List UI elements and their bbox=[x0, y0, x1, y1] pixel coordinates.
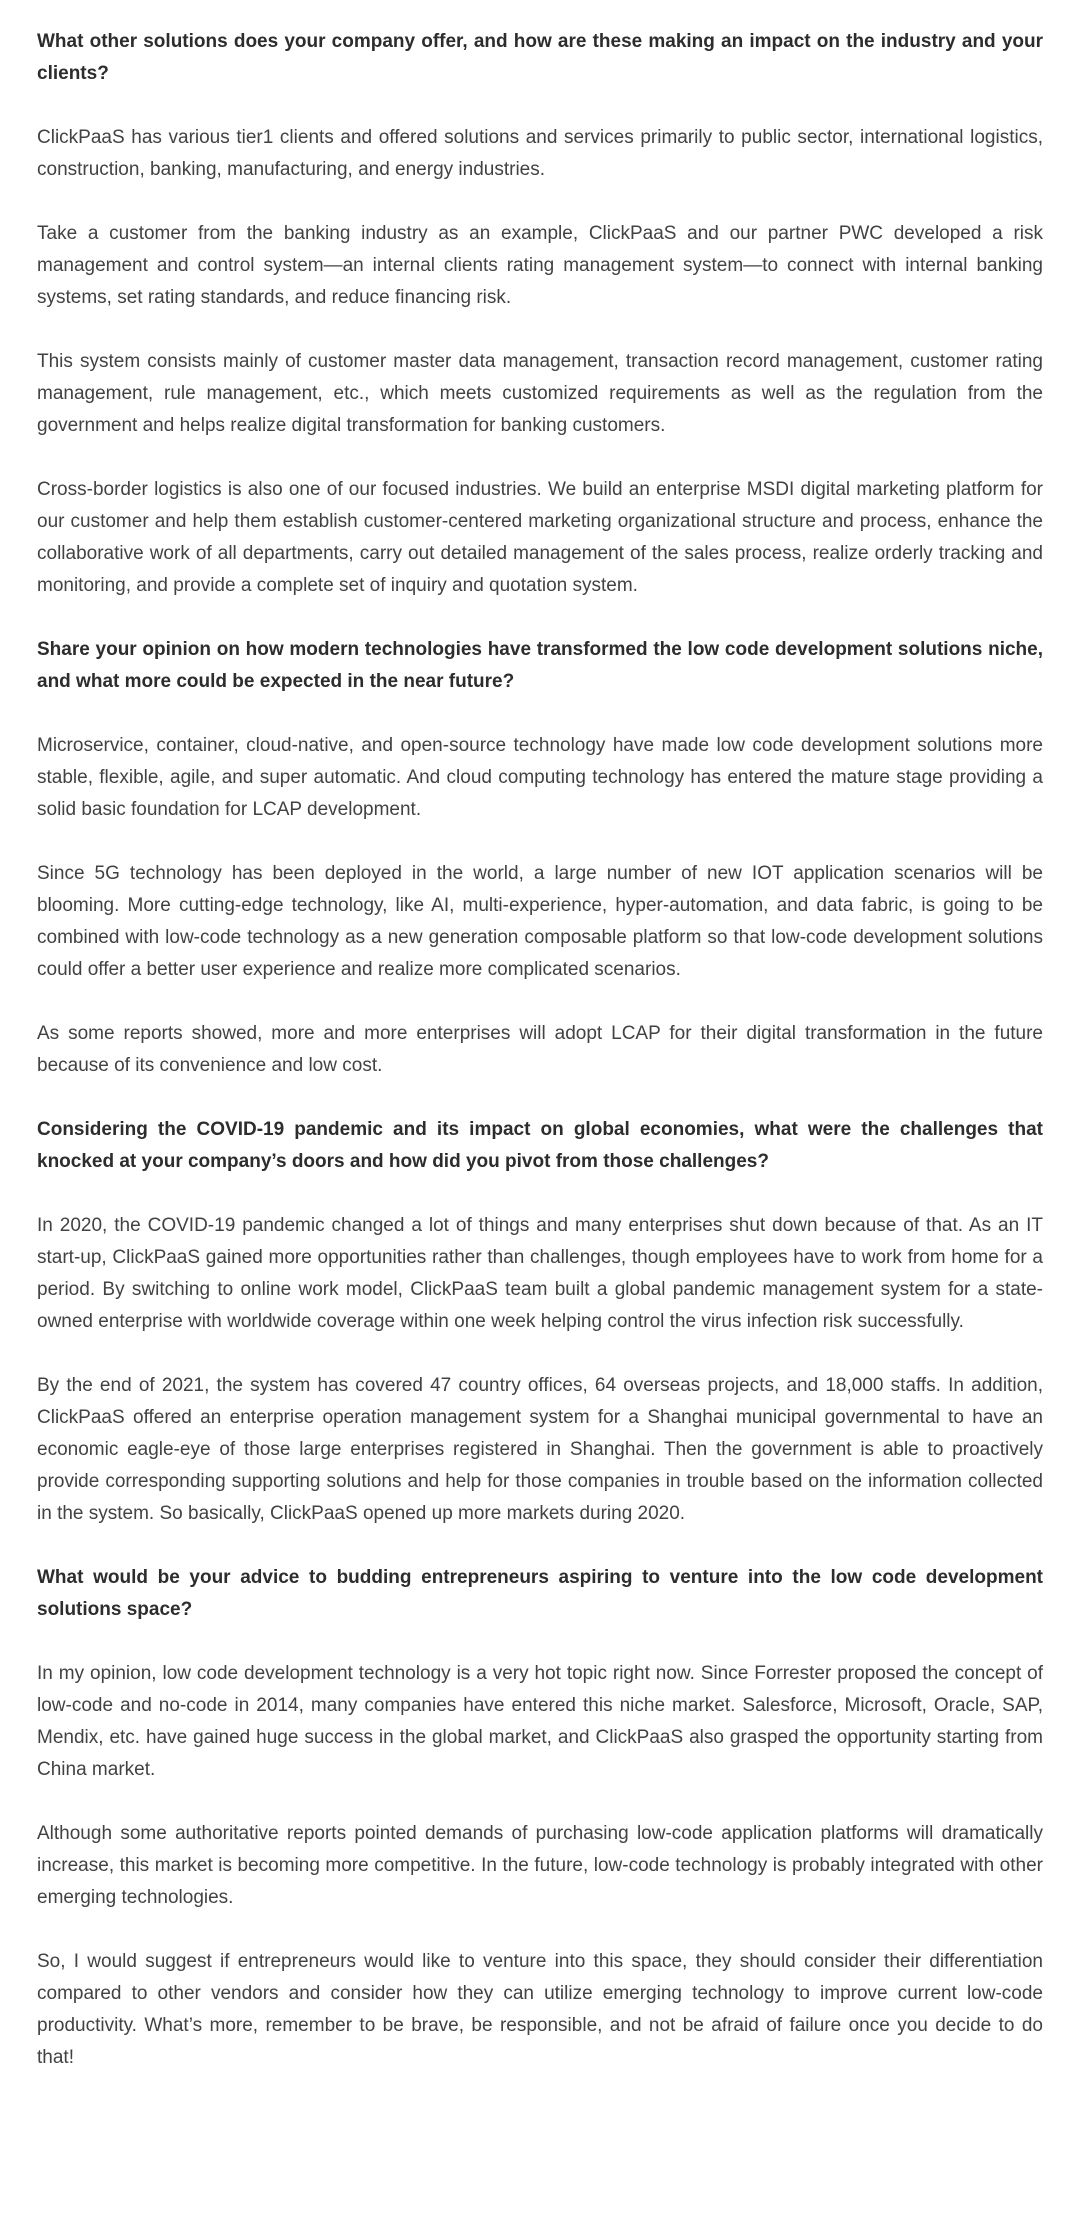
answer-paragraph: So, I would suggest if entrepreneurs would like to venture into this space, they should consider their differentiation compared to other vendors and consider how they can utilize emerging technology to improve current low-code productivity. What’s more, remember to be brave, be responsible, and not be afraid of failure once you decide to do that! bbox=[37, 1951, 1043, 2068]
question-heading: Considering the COVID-19 pandemic and its impact on global economies, what were the challenges that knocked at your company’s doors and how did you pivot from those challenges? bbox=[37, 1119, 1043, 1172]
answer-paragraph: Cross-border logistics is also one of our focused industries. We build an enterprise MSDI digital marketing platform for our customer and help them establish customer-centered marketing organizational structure and process, enhance the collaborative work of all departments, carry out detailed management of the sales process, realize orderly tracking and monitoring, and provide a complete set of inquiry and quotation system. bbox=[37, 479, 1043, 596]
answer-paragraph: By the end of 2021, the system has covered 47 country offices, 64 overseas projects, and 18,000 staffs. In addition, ClickPaaS offered an enterprise operation management system for a Shanghai municipal governmental to have an economic eagle-eye of those large enterprises registered in Shanghai. Then the government is able to proactively provide corresponding supporting solutions and help for those companies in trouble based on the information collected in the system. So basically, ClickPaaS opened up more markets during 2020. bbox=[37, 1375, 1043, 1524]
question-heading: Share your opinion on how modern technologies have transformed the low code development solutions niche, and what more could be expected in the near future? bbox=[37, 639, 1043, 692]
answer-paragraph: Although some authoritative reports pointed demands of purchasing low-code application platforms will dramatically increase, this market is becoming more competitive. In the future, low-code technology is probably integrated with other emerging technologies. bbox=[37, 1823, 1043, 1908]
answer-paragraph: As some reports showed, more and more enterprises will adopt LCAP for their digital transformation in the future because of its convenience and low cost. bbox=[37, 1023, 1043, 1076]
answer-paragraph: In 2020, the COVID-19 pandemic changed a lot of things and many enterprises shut down because of that. As an IT start-up, ClickPaaS gained more opportunities rather than challenges, though employees have to work from home for a period. By switching to online work model, ClickPaaS team built a global pandemic management system for a state-owned enterprise with worldwide coverage within one week helping control the virus infection risk successfully. bbox=[37, 1215, 1043, 1332]
answer-paragraph: ClickPaaS has various tier1 clients and offered solutions and services primarily to public sector, international logistics, construction, banking, manufacturing, and energy industries. bbox=[37, 127, 1043, 180]
answer-paragraph: Take a customer from the banking industry as an example, ClickPaaS and our partner PWC developed a risk management and control system—an internal clients rating management system—to connect with internal banking systems, set rating standards, and reduce financing risk. bbox=[37, 223, 1043, 308]
answer-paragraph: In my opinion, low code development technology is a very hot topic right now. Since Forrester proposed the concept of low-code and no-code in 2014, many companies have entered this niche market. Salesforce, Microsoft, Oracle, SAP, Mendix, etc. have gained huge success in the global market, and ClickPaaS also grasped the opportunity starting from China market. bbox=[37, 1663, 1043, 1780]
interview-article bbox=[37, 26, 1043, 2074]
answer-paragraph: This system consists mainly of customer master data management, transaction record management, customer rating management, rule management, etc., which meets customized requirements as well as the regulation from the government and helps realize digital transformation for banking customers. bbox=[37, 351, 1043, 436]
answer-paragraph: Since 5G technology has been deployed in the world, a large number of new IOT application scenarios will be blooming. More cutting-edge technology, like AI, multi-experience, hyper-automation, and data fabric, is going to be combined with low-code technology as a new generation composable platform so that low-code development solutions could offer a better user experience and realize more complicated scenarios. bbox=[37, 863, 1043, 980]
question-heading: What other solutions does your company offer, and how are these making an impact on the industry and your clients? bbox=[37, 31, 1043, 84]
answer-paragraph: Microservice, container, cloud-native, and open-source technology have made low code development solutions more stable, flexible, agile, and super automatic. And cloud computing technology has entered the mature stage providing a solid basic foundation for LCAP development. bbox=[37, 735, 1043, 820]
question-heading: What would be your advice to budding entrepreneurs aspiring to venture into the low code development solutions space? bbox=[37, 1567, 1043, 1620]
